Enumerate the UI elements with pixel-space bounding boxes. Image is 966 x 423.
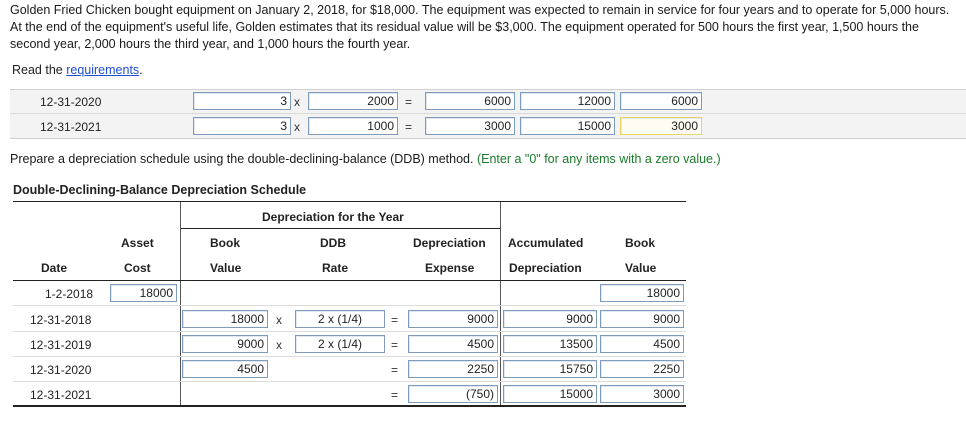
top-row-input-c[interactable]: 3000 (425, 117, 515, 135)
top-row-date: 12-31-2021 (40, 120, 102, 134)
header-value: Value (625, 261, 657, 275)
header-value: Value (210, 261, 242, 275)
accumulated-depreciation-input[interactable]: 15750 (503, 360, 597, 378)
group-header-rule (181, 228, 500, 229)
multiply-sign: x (294, 120, 300, 134)
row-date: 1-2-2018 (45, 287, 94, 301)
accumulated-depreciation-input[interactable]: 13500 (503, 335, 597, 353)
multiply-sign: x (276, 338, 282, 352)
group-header: Depreciation for the Year (262, 210, 404, 224)
top-row-input-e-selected[interactable]: 3000 (620, 117, 702, 135)
top-row-input-a[interactable]: 3 (193, 92, 291, 110)
header-depreciation: Depreciation (413, 236, 486, 250)
read-requirements (12, 63, 143, 77)
header-depreciation: Depreciation (509, 261, 582, 275)
row-separator (13, 305, 686, 306)
multiply-sign: x (276, 313, 282, 327)
header-expense: Expense (425, 261, 475, 275)
top-row-input-a[interactable]: 3 (193, 117, 291, 135)
depreciation-expense-input[interactable]: 2250 (408, 360, 498, 378)
equals-sign: = (391, 338, 399, 352)
header-bottom-rule (13, 280, 686, 281)
depreciation-expense-input[interactable]: (750) (408, 385, 498, 403)
top-row-input-b[interactable]: 1000 (308, 117, 398, 135)
read-suffix: . (139, 63, 143, 77)
row-date: 12-31-2018 (30, 313, 92, 327)
book-value-input[interactable]: 4500 (600, 335, 684, 353)
previous-method-row-divider (10, 113, 966, 114)
header-rate: Rate (322, 261, 349, 275)
header-ddb: DDB (320, 236, 346, 250)
requirements-link[interactable]: requirements (66, 63, 140, 77)
book-value-input[interactable]: 9000 (600, 310, 684, 328)
asset-cost-input[interactable]: 18000 (110, 284, 177, 302)
book-value-input[interactable]: 3000 (600, 385, 684, 403)
ddb-rate-input[interactable]: 2 x (1/4) (295, 335, 385, 353)
top-row-input-e[interactable]: 6000 (620, 92, 702, 110)
header-accumulated: Accumulated (508, 236, 584, 250)
header-date: Date (41, 261, 68, 275)
book-value-input[interactable]: 9000 (182, 335, 268, 353)
instruction-main: Prepare a depreciation schedule using the double-declining-balance (DDB) method. (10, 152, 477, 166)
row-separator (13, 356, 686, 357)
column-divider (180, 202, 181, 406)
row-date: 12-31-2019 (30, 338, 92, 352)
schedule-title: Double-Declining-Balance Depreciation Schedule (13, 183, 307, 197)
equals-sign: = (391, 313, 399, 327)
top-row-input-b[interactable]: 2000 (308, 92, 398, 110)
problem-statement: Golden Fried Chicken bought equipment on January 2, 2018, for $18,000. The equipment was expected to remain in service for four years and to operate for 5,000 hours. At the end of the equipment's useful life, Golden estimates that its residual value will be $3,000. The equipment operated for 500 hours the first year, 1,500 hours the second year, 2,000 hours the third year, and 1,000 hours the fourth year. (10, 3, 950, 51)
row-separator (13, 381, 686, 382)
top-row-input-d[interactable]: 12000 (520, 92, 615, 110)
top-row-input-d[interactable]: 15000 (520, 117, 615, 135)
row-date: 12-31-2020 (30, 363, 92, 377)
book-value-input[interactable]: 4500 (182, 360, 268, 378)
multiply-sign: x (294, 95, 300, 109)
book-value-input[interactable]: 18000 (182, 310, 268, 328)
equals-sign: = (405, 95, 413, 109)
row-date: 12-31-2021 (30, 388, 92, 402)
book-value-input[interactable]: 18000 (600, 284, 684, 302)
depreciation-expense-input[interactable]: 4500 (408, 335, 498, 353)
header-cost: Cost (124, 261, 151, 275)
top-row-input-c[interactable]: 6000 (425, 92, 515, 110)
top-row-date: 12-31-2020 (40, 95, 102, 109)
ddb-rate-input[interactable]: 2 x (1/4) (295, 310, 385, 328)
row-separator (13, 331, 686, 332)
read-prefix: Read the (12, 63, 67, 77)
accumulated-depreciation-input[interactable]: 9000 (503, 310, 597, 328)
schedule-top-rule (13, 201, 686, 202)
equals-sign: = (391, 388, 399, 402)
header-book: Book (210, 236, 240, 250)
column-divider (500, 202, 501, 406)
header-book: Book (625, 236, 655, 250)
instruction-hint: (Enter a "0" for any items with a zero value.) (476, 152, 721, 166)
book-value-input[interactable]: 2250 (600, 360, 684, 378)
instruction-text (10, 152, 721, 166)
accumulated-depreciation-input[interactable]: 15000 (503, 385, 597, 403)
equals-sign: = (405, 120, 413, 134)
equals-sign: = (391, 363, 399, 377)
schedule-bottom-rule (13, 405, 686, 407)
header-asset: Asset (121, 236, 154, 250)
depreciation-expense-input[interactable]: 9000 (408, 310, 498, 328)
